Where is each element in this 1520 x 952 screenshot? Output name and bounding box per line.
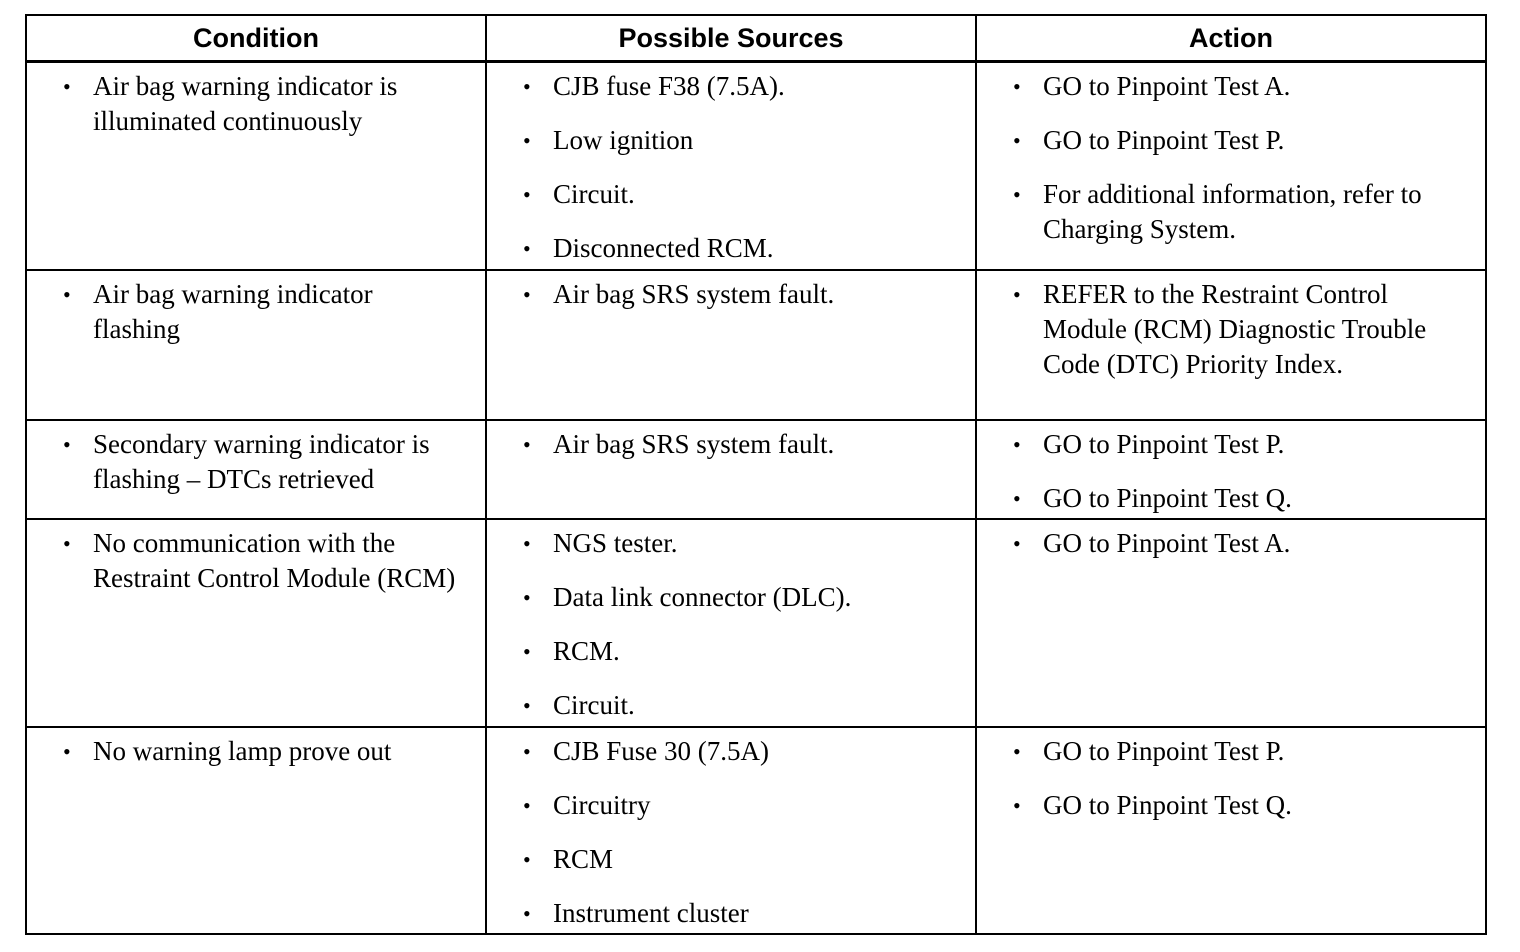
table-row (26, 420, 1486, 519)
list-item: • No warning lamp prove out (57, 734, 465, 769)
table-row (26, 270, 1486, 420)
header-row (26, 15, 1486, 62)
action-cell (976, 727, 1486, 934)
bullet-icon: • (523, 128, 531, 153)
bullet-icon: • (523, 639, 531, 664)
list-item: • Air bag warning indicator flashing (63, 279, 373, 344)
action-cell (976, 62, 1486, 271)
list-item: • NGS tester. (517, 526, 955, 561)
action-cell (976, 270, 1486, 420)
bullet-icon: • (523, 693, 531, 718)
list-item: • Air bag warning indicator is illuminated continuously (63, 71, 398, 136)
list-item: • CJB Fuse 30 (7.5A) (517, 734, 955, 769)
bullet-icon: • (523, 847, 531, 872)
list-item: • No communication with the Restraint Control Module (RCM) (63, 528, 456, 593)
bullet-icon: • (63, 531, 71, 556)
header-action: Action (976, 15, 1486, 62)
bullet-icon: • (63, 432, 71, 457)
bullet-icon: • (1013, 74, 1021, 99)
list-item: • REFER to the Restraint Control Module (RCM) Diagnostic Trouble Code (DTC) Priority Index. (1013, 279, 1427, 379)
action-cell (976, 420, 1486, 519)
bullet-icon: • (1013, 432, 1021, 457)
bullet-icon: • (523, 432, 531, 457)
bullet-icon: • (1013, 531, 1021, 556)
bullet-icon: • (1013, 182, 1021, 207)
header-possible-sources: Possible Sources (486, 15, 976, 62)
condition-cell (26, 270, 486, 420)
bullet-icon: • (63, 74, 71, 99)
list-item: • For additional information, refer to Charging System. (1013, 179, 1422, 244)
condition-cell (26, 727, 486, 934)
list-item: • Secondary warning indicator is flashing – DTCs retrieved (63, 429, 430, 494)
bullet-icon: • (1013, 739, 1021, 764)
list-item: • GO to Pinpoint Test A. (1007, 69, 1465, 104)
bullet-icon: • (523, 531, 531, 556)
list-item: • GO to Pinpoint Test Q. (1007, 481, 1465, 516)
bullet-icon: • (523, 739, 531, 764)
sources-cell (486, 727, 976, 934)
list-item: • GO to Pinpoint Test P. (1007, 427, 1465, 462)
bullet-icon: • (523, 182, 531, 207)
list-item: • Instrument cluster (517, 896, 955, 931)
bullet-icon: • (523, 793, 531, 818)
bullet-icon: • (1013, 282, 1021, 307)
table-row (26, 519, 1486, 727)
list-item: • Low ignition (517, 123, 955, 158)
sources-cell (486, 420, 976, 519)
list-item: • GO to Pinpoint Test P. (1007, 734, 1465, 769)
sources-cell (486, 62, 976, 271)
diagnostic-table (25, 14, 1487, 935)
list-item: • Circuit. (517, 688, 955, 723)
list-item: • GO to Pinpoint Test A. (1007, 526, 1465, 561)
list-item: • RCM. (517, 634, 955, 669)
list-item: • CJB fuse F38 (7.5A). (517, 69, 955, 104)
list-item: • GO to Pinpoint Test Q. (1007, 788, 1465, 823)
bullet-icon: • (63, 739, 71, 764)
action-cell (976, 519, 1486, 727)
list-item: • Circuitry (517, 788, 955, 823)
sources-cell (486, 270, 976, 420)
condition-cell (26, 62, 486, 271)
list-item: • Data link connector (DLC). (517, 580, 955, 615)
bullet-icon: • (523, 236, 531, 261)
bullet-icon: • (1013, 486, 1021, 511)
list-item: • GO to Pinpoint Test P. (1007, 123, 1465, 158)
bullet-icon: • (523, 585, 531, 610)
list-item: • RCM (517, 842, 955, 877)
bullet-icon: • (523, 901, 531, 926)
condition-cell (26, 420, 486, 519)
bullet-icon: • (1013, 793, 1021, 818)
bullet-icon: • (1013, 128, 1021, 153)
sources-cell (486, 519, 976, 727)
list-item: • Circuit. (517, 177, 955, 212)
condition-cell (26, 519, 486, 727)
list-item: • Disconnected RCM. (517, 231, 955, 266)
list-item: • Air bag SRS system fault. (517, 277, 955, 312)
table-row (26, 727, 1486, 934)
bullet-icon: • (63, 282, 71, 307)
header-condition: Condition (26, 15, 486, 62)
bullet-icon: • (523, 282, 531, 307)
bullet-icon: • (523, 74, 531, 99)
list-item: • Air bag SRS system fault. (517, 427, 955, 462)
table-row (26, 62, 1486, 271)
